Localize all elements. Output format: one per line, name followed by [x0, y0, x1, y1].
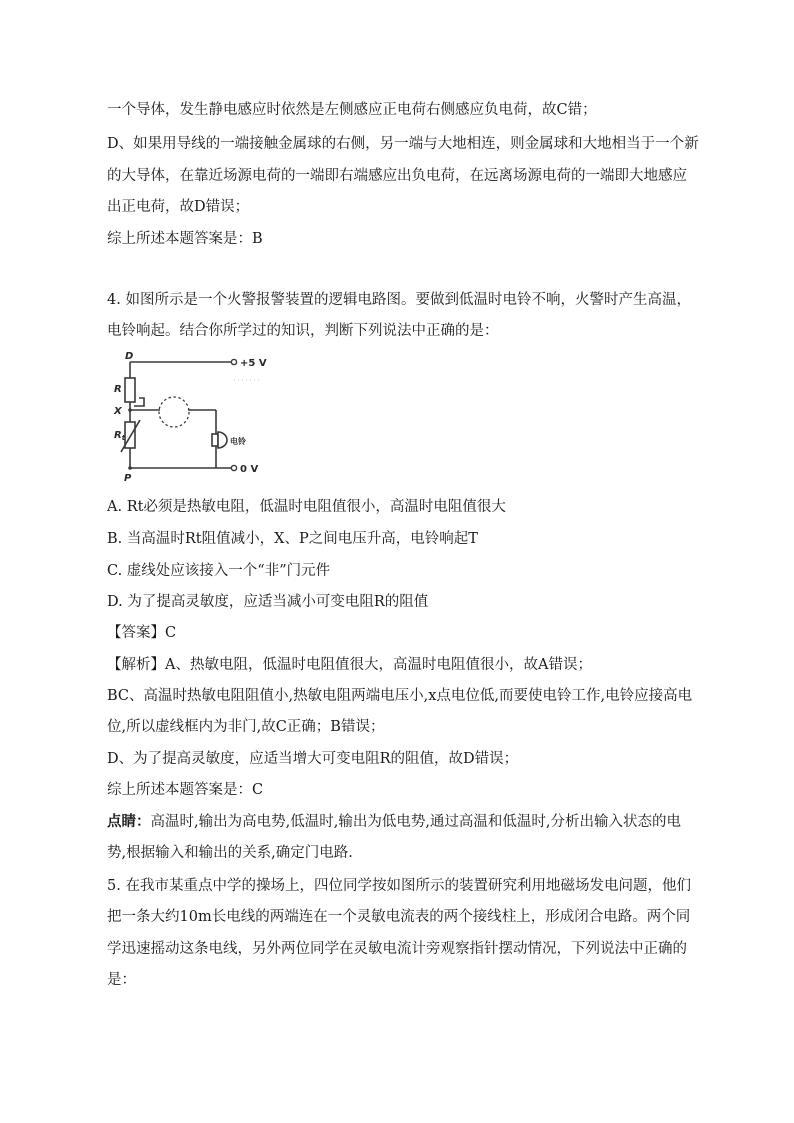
- q4-stem-line-2: 电铃响起。结合你所学过的知识，判断下列说法中正确的是：: [107, 323, 499, 339]
- q4-analysis-line-1: 【解析】A、热敏电阻，低温时电阻值很大，高温时电阻值很小，故A错误；: [107, 657, 592, 673]
- label-r: R: [114, 384, 122, 395]
- note-text-1: 高温时,输出为高电势,低温时,输出为低电势,通过高温和低温时,分析出输入状态的电: [150, 814, 682, 830]
- label-d: D: [125, 351, 134, 362]
- q4-summary: 综上所述本题答案是：C: [107, 782, 264, 798]
- q4-option-d: D. 为了提高灵敏度，应适当减小可变电阻R的阻值: [107, 594, 429, 610]
- q4-note-line-1: [107, 812, 681, 832]
- q5-stem-line-3: 学迅速摇动这条电线，另外两位同学在灵敏电流计旁观察指针摆动情况，下列说法中正确的: [107, 941, 687, 957]
- prev-text-line-3: 的大导体，在靠近场源电荷的一端即右端感应出负电荷，在远离场源电荷的一端即大地感应: [107, 168, 687, 184]
- prev-text-line-4: 出正电荷，故D错误；: [107, 199, 250, 215]
- label-bell: 电铃: [230, 437, 246, 446]
- prev-summary: 综上所述本题答案是：B: [107, 231, 263, 247]
- q5-stem-line-4: 是：: [107, 972, 136, 988]
- q4-option-b: B. 当高温时Rt阻值减小，X、P之间电压升高，电铃响起T: [107, 531, 478, 547]
- fire-alarm-circuit-diagram: [112, 350, 282, 485]
- q5-stem-line-2: 把一条大约10m长电线的两端连在一个灵敏电流表的两个接线柱上，形成闭合电路。两个同: [107, 909, 691, 925]
- q4-note-line-2: 势,根据输入和输出的关系,确定门电路.: [107, 845, 353, 861]
- q5-stem-line-1: 5. 在我市某重点中学的操场上，四位同学按如图所示的装置研究利用地磁场发电问题，他们: [107, 878, 691, 894]
- prev-text-line-1: 一个导体，发生静电感应时依然是左侧感应正电荷右侧感应负电荷，故C错；: [107, 102, 597, 118]
- q4-answer: 【答案】C: [107, 625, 177, 641]
- q4-analysis-line-2: BC、高温时热敏电阻阻值小,热敏电阻两端电压小,x点电位低,而要使电铃工作,电铃应接高电: [107, 688, 693, 704]
- note-label: 点睛：: [107, 813, 151, 830]
- q4-analysis-line-3: 位,所以虚线框内为非门,故C正确；B错误；: [107, 719, 385, 735]
- label-p: P: [124, 473, 132, 484]
- q4-option-a: A. Rt必须是热敏电阻，低温时电阻值很小，高温时电阻值很大: [107, 499, 506, 515]
- q4-stem-line-1: 4. 如图所示是一个火警报警装置的逻辑电路图。要做到低温时电铃不响，火警时产生高温，: [107, 292, 691, 308]
- q4-analysis-line-4: D、为了提高灵敏度，应适当增大可变电阻R的阻值，故D错误；: [107, 751, 519, 767]
- prev-text-line-2: D、如果用导线的一端接触金属球的右侧，另一端与大地相连，则金属球和大地相当于一个新: [107, 136, 699, 152]
- label-plus-5v: +5 V: [240, 358, 267, 369]
- label-0v: 0 V: [240, 464, 259, 475]
- q4-option-c: C. 虚线处应该接入一个“非”门元件: [107, 563, 331, 579]
- label-x: X: [114, 406, 122, 417]
- label-rt: $R_t$: [114, 430, 126, 442]
